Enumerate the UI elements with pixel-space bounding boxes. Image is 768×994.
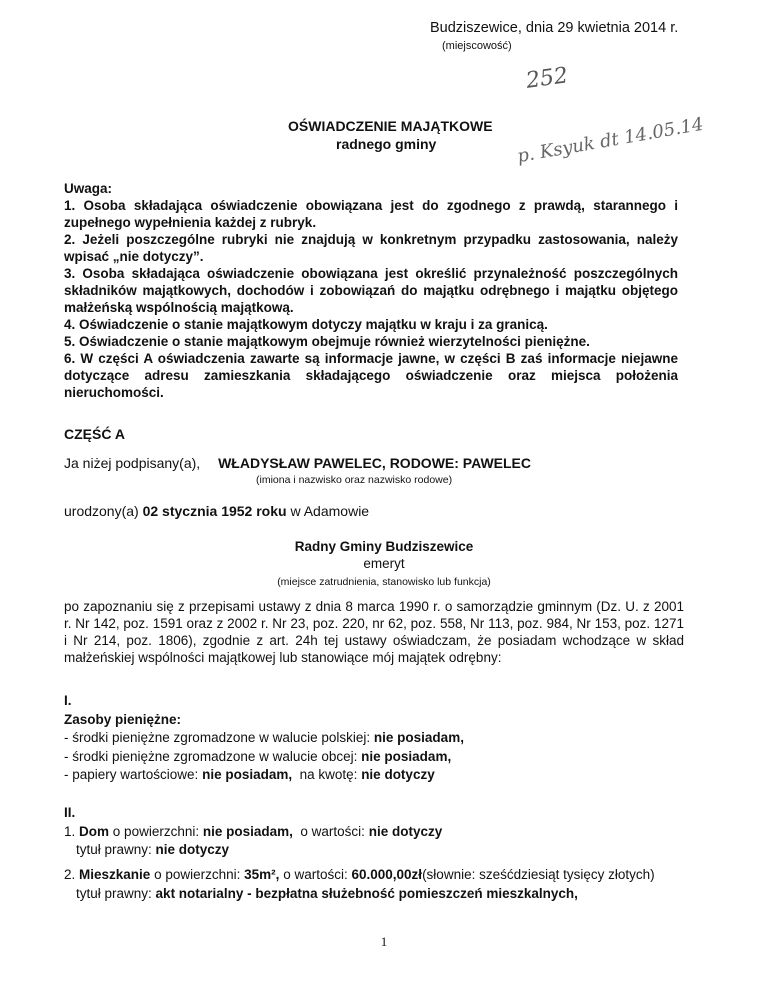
note-item: 6. W części A oświadczenia zawarte są informacje jawne, w części B zaś informacje niejawne dotyczące adresu zamieszkania składającego oświadczenie oraz miejsca położenia nieruchomości. xyxy=(64,351,678,400)
note-item: 1. Osoba składająca oświadczenie obowiązana jest do zgodnego z prawdą, starannego i zupełnego wypełnienia każdej z rubryk. xyxy=(64,198,678,230)
section-1-number: I. xyxy=(64,693,72,708)
note-item: 4. Oświadczenie o stanie majątkowym dotyczy majątku w kraju i za granicą. xyxy=(64,317,548,332)
house-value-label: o wartości: xyxy=(300,823,365,839)
fx-funds-row xyxy=(64,748,684,767)
birth-date: 02 stycznia 1952 roku xyxy=(142,503,287,519)
birth-label: urodzony(a) xyxy=(64,503,139,519)
flat-title-row xyxy=(64,885,704,904)
flat-value-words: (słownie: sześćdziesiąt tysięcy złotych) xyxy=(422,867,655,882)
pln-funds-value: nie posiadam, xyxy=(373,730,464,745)
fx-funds-value: nie posiadam, xyxy=(361,748,452,764)
flat-label: Mieszkanie xyxy=(79,867,151,882)
pln-funds-row xyxy=(64,729,684,748)
section-1-heading: Zasoby pieniężne: xyxy=(64,711,182,727)
note-item: 3. Osoba składająca oświadczenie obowiązana jest określić przynależność poszczególnych składników majątkowych, dochodów i zobowiązań do majątku odrębnego i majątku objętego małżeńską wspólnością majątkową. xyxy=(64,266,678,315)
birth-place: Adamowie xyxy=(303,503,370,519)
receipt-signature-handwritten: p. Ksyuk dt 14.05.14 xyxy=(515,113,706,168)
declarant-name: WŁADYSŁAW PAWELEC, RODOWE: PAWELEC xyxy=(218,455,531,471)
house-value: nie dotyczy xyxy=(368,823,443,839)
legal-paragraph: po zapoznaniu się z przepisami ustawy z dnia 8 marca 1990 r. o samorządzie gminnym (Dz. U. z 2001 r. Nr 142, poz. 1591 oraz z 2002 r. Nr 23, poz. 220, nr 62, poz. 558, Nr 113, poz. 984, Nr 153, poz. 1271 i Nr 214, poz. 1806), zgodnie z art. 24h tej ustawy oświadczam, że posiadam wchodzące w skład małżeńskiej wspólności majątkowej lub stanowiące mój majątek odrębny: xyxy=(64,599,684,665)
securities-row xyxy=(64,766,684,785)
house-title-label: tytuł prawny: xyxy=(76,842,152,857)
flat-area-label: o powierzchni: xyxy=(154,867,241,882)
section-1 xyxy=(64,692,684,785)
section-2-number: II. xyxy=(64,805,76,820)
declarant-line xyxy=(64,455,531,471)
house-row xyxy=(64,823,704,842)
securities-value: nie posiadam, xyxy=(202,767,293,782)
securities-label: - papiery wartościowe: xyxy=(64,767,199,782)
flat-value-label: o wartości: xyxy=(283,867,348,882)
securities-amount-label: na kwotę: xyxy=(299,767,358,782)
birth-in: w xyxy=(290,503,301,519)
registry-number-handwritten: 252 xyxy=(524,63,570,94)
employment-line1: Radny Gminy Budziszewice xyxy=(294,539,474,554)
employment-line2: emeryt xyxy=(363,556,405,571)
flat-item xyxy=(64,866,704,903)
birth-line xyxy=(64,503,369,519)
document-title: OŚWIADCZENIE MAJĄTKOWE xyxy=(288,118,493,134)
flat-title-label: tytuł prawny: xyxy=(76,885,152,901)
section-2 xyxy=(64,804,704,860)
flat-number: 2. xyxy=(64,867,76,882)
securities-amount-value: nie dotyczy xyxy=(361,767,435,782)
note-item: 2. Jeżeli poszczególne rubryki nie znajdują w konkretnym przypadku zastosowania, należy wpisać „nie dotyczy”. xyxy=(64,232,678,264)
place-date: Budziszewice, dnia 29 kwietnia 2014 r. xyxy=(430,20,679,36)
house-label: Dom xyxy=(79,823,110,839)
flat-row xyxy=(64,866,704,885)
employment-block xyxy=(0,538,768,591)
note-item: 5. Oświadczenie o stanie majątkowym obejmuje również wierzytelności pieniężne. xyxy=(64,334,590,349)
house-title: nie dotyczy xyxy=(155,842,230,857)
employment-hint: (miejsce zatrudnienia, stanowisko lub funkcja) xyxy=(277,576,491,588)
declarant-hint: (imiona i nazwisko oraz nazwisko rodowe) xyxy=(256,474,453,486)
house-number: 1. xyxy=(64,823,76,839)
pln-funds-label: - środki pieniężne zgromadzone w walucie polskiej: xyxy=(64,730,371,745)
notes-heading: Uwaga: xyxy=(64,181,113,196)
fx-funds-label: - środki pieniężne zgromadzone w walucie obcej: xyxy=(64,748,358,764)
place-hint: (miejscowość) xyxy=(442,40,512,52)
document-subtitle: radnego gminy xyxy=(336,136,437,152)
house-title-row xyxy=(64,841,704,860)
declarant-label: Ja niżej podpisany(a), xyxy=(64,455,201,471)
notes-block xyxy=(64,180,678,401)
house-area: nie posiadam, xyxy=(202,823,293,839)
house-area-label: o powierzchni: xyxy=(112,823,200,839)
section-a-heading: CZĘŚĆ A xyxy=(64,426,125,442)
flat-title: akt notarialny - bezpłatna służebność pomieszczeń mieszkalnych, xyxy=(155,885,578,901)
flat-area: 35m², xyxy=(244,867,280,882)
flat-value: 60.000,00zł xyxy=(351,867,423,882)
page-number: 1 xyxy=(380,934,388,949)
